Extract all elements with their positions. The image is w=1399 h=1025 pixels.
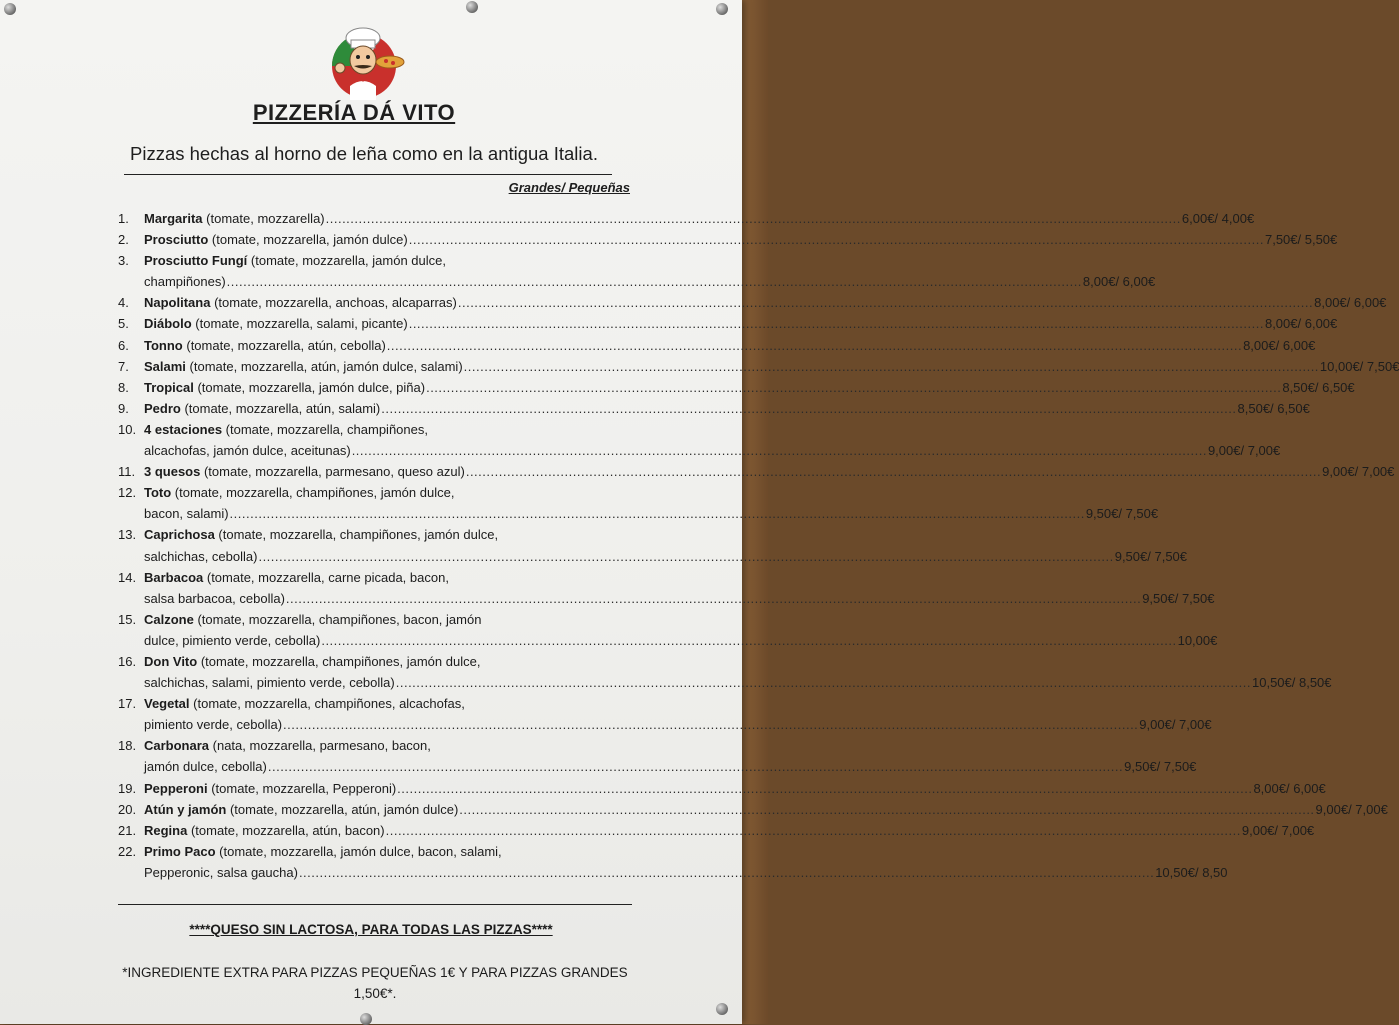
pizza-ingredients: (tomate, mozzarella, atún, salami) [180, 400, 381, 416]
pizza-name: Salami [144, 358, 186, 374]
pizza-ingredients: (tomate, mozzarella, atún, cebolla) [182, 337, 386, 353]
item-number: 11. [118, 464, 136, 480]
pizza-price: 8,00€/ 6,00€ [1264, 316, 1338, 332]
pizza-name: Regina [144, 822, 188, 838]
pizza-ingredients: (tomate, mozzarella, champiñones, [222, 421, 428, 437]
dot-leader [397, 778, 1252, 799]
pizza-ingredients-cont: salchichas, cebolla) [144, 548, 258, 564]
menu-item [118, 482, 1159, 524]
pizza-ingredients: (tomate, mozzarella, jamón dulce, bacon, salami, [215, 843, 502, 859]
dot-leader [283, 714, 1138, 735]
pizza-name: Margarita [144, 211, 203, 226]
dot-leader [409, 229, 1264, 250]
menu-item [118, 356, 1399, 377]
item-number: 6. [118, 337, 129, 353]
pizza-ingredients: (tomate, mozzarella, jamón dulce, [247, 253, 446, 269]
dot-leader [386, 820, 1241, 841]
divider [118, 904, 632, 905]
item-number: 17. [118, 696, 137, 712]
dot-leader [387, 335, 1242, 356]
menu-item [118, 208, 1255, 229]
pizza-price: 8,50€/ 6,50€ [1282, 379, 1355, 395]
pizza-price: 9,00€/ 7,00€ [1241, 822, 1315, 838]
pizza-price: 9,50€/ 7,50€ [1124, 759, 1197, 775]
pizza-ingredients: (tomate, mozzarella, jamón dulce, piña) [193, 379, 426, 395]
pizza-ingredients: (tomate, mozzarella, Pepperoni) [207, 780, 397, 796]
pizza-price: 10,00€/ 7,50€ [1319, 358, 1399, 374]
menu-item [118, 841, 1228, 883]
dot-leader [458, 292, 1313, 313]
pizza-menu-list [118, 208, 1399, 883]
pizza-ingredients: (nata, mozzarella, parmesano, bacon, [209, 738, 431, 754]
pizza-ingredients: (tomate, mozzarella, atún, bacon) [187, 822, 385, 838]
pizza-ingredients-cont: salsa barbacoa, cebolla) [144, 590, 285, 606]
item-number: 22. [118, 843, 137, 859]
pizza-price: 7,50€/ 5,50€ [1264, 232, 1338, 248]
pizza-price: 9,00€/ 7,00€ [1139, 717, 1212, 733]
pizza-name: Toto [144, 485, 172, 501]
item-number: 5. [118, 316, 129, 332]
menu-item [118, 398, 1310, 419]
dot-leader [227, 271, 1082, 292]
item-number: 21. [118, 822, 137, 838]
pizza-name: 3 quesos [144, 464, 201, 480]
pizza-price: 6,00€/ 4,00€ [1181, 211, 1255, 226]
pizza-price: 9,00€/ 7,00€ [1207, 443, 1281, 459]
pizza-ingredients-cont: alcachofas, jamón dulce, aceitunas) [144, 443, 351, 459]
pizza-ingredients-cont: dulce, pimiento verde, cebolla) [144, 632, 321, 648]
pizza-name: Vegetal [144, 696, 190, 712]
pizza-ingredients: (tomate, mozzarella, carne picada, bacon, [203, 569, 449, 585]
dot-leader [466, 461, 1321, 482]
pizza-price: 10,00€ [1177, 632, 1218, 648]
pizza-ingredients: (tomate, mozzarella, champiñones, jamón dulce, [197, 653, 481, 669]
pizza-name: Pepperoni [144, 780, 208, 796]
menu-item [118, 820, 1315, 841]
pizza-name: Caprichosa [144, 527, 215, 543]
pizza-name: Barbacoa [144, 569, 204, 585]
pizza-name: Prosciutto [144, 232, 209, 248]
menu-item [118, 461, 1395, 482]
thumbtack-icon [4, 3, 16, 15]
item-number: 13. [118, 527, 137, 543]
pizza-name: Don Vito [144, 653, 198, 669]
item-number: 19. [118, 780, 137, 796]
item-number: 15. [118, 611, 137, 627]
pizza-ingredients-cont: jamón dulce, cebolla) [144, 759, 267, 775]
item-number: 10. [118, 421, 137, 437]
pizza-ingredients: (tomate, mozzarella, salami, picante) [191, 316, 408, 332]
pizza-price: 9,50€/ 7,50€ [1142, 590, 1215, 606]
item-number: 2. [118, 232, 129, 248]
pizza-price: 9,50€/ 7,50€ [1085, 506, 1159, 522]
menu-item [118, 335, 1316, 356]
pizza-name: Calzone [144, 611, 194, 627]
pizza-name: Carbonara [144, 738, 210, 754]
pizza-ingredients: (tomate, mozzarella, parmesano, queso azul) [200, 464, 465, 480]
pizza-name: Pedro [144, 400, 181, 416]
dot-leader [321, 630, 1176, 651]
extra-ingredient-note: *INGREDIENTE EXTRA PARA PIZZAS PEQUEÑAS 1€ Y PARA PIZZAS GRANDES 1,50€*. [122, 965, 628, 1001]
pizza-ingredients: (tomate, mozzarella, jamón dulce) [208, 232, 408, 248]
item-number: 14. [118, 569, 137, 585]
item-number: 20. [118, 801, 137, 817]
item-number: 1. [118, 211, 129, 226]
menu-item [118, 693, 1212, 735]
dot-leader [426, 377, 1281, 398]
menu-item [118, 799, 1388, 820]
menu-item [118, 524, 1188, 566]
pizza-name: Atún y jamón [144, 801, 227, 817]
pizza-ingredients-cont: salchichas, salami, pimiento verde, cebolla) [144, 675, 395, 691]
pizza-name: Tonno [144, 337, 183, 353]
pizza-ingredients-cont: bacon, salami) [144, 506, 229, 522]
pizza-name: Diábolo [144, 316, 192, 332]
item-number: 8. [118, 379, 129, 395]
item-number: 16. [118, 653, 137, 669]
item-number: 18. [118, 738, 137, 754]
menu-item [118, 735, 1197, 777]
menu-item [118, 778, 1326, 799]
menu-item [118, 313, 1338, 334]
page-subtitle: Pizzas hechas al horno de leña como en la antigua Italia. [130, 143, 598, 164]
item-number: 12. [118, 485, 137, 501]
size-column-header: Grandes/ Pequeñas [508, 180, 630, 195]
dot-leader [352, 440, 1207, 461]
menu-item [118, 567, 1215, 609]
pizza-price: 8,00€/ 6,00€ [1314, 295, 1387, 311]
pizza-ingredients-cont: champiñones) [144, 274, 226, 290]
thumbtack-icon [466, 1, 478, 13]
pizza-price: 8,50€/ 6,50€ [1237, 400, 1310, 416]
pizza-ingredients-cont: Pepperonic, salsa gaucha) [144, 864, 298, 880]
dot-leader [299, 862, 1154, 883]
pizza-price: 9,00€/ 7,00€ [1315, 801, 1388, 817]
item-number: 9. [118, 400, 129, 416]
pizza-price: 10,50€/ 8,50€ [1252, 675, 1332, 691]
pizza-ingredients-cont: pimiento verde, cebolla) [144, 717, 283, 733]
pizza-price: 10,50€/ 8,50 [1155, 864, 1228, 880]
menu-item [118, 609, 1218, 651]
dot-leader [381, 398, 1236, 419]
pizza-name: Primo Paco [144, 843, 216, 859]
pizza-ingredients: (tomate, mozzarella, champiñones, bacon, jamón [193, 611, 482, 627]
pizza-name: Tropical [144, 379, 194, 395]
pizza-price: 8,00€/ 6,00€ [1253, 780, 1326, 796]
dot-leader [409, 313, 1264, 334]
menu-item [118, 651, 1332, 693]
dot-leader [258, 546, 1113, 567]
pizza-name: Napolitana [144, 295, 211, 311]
menu-item [118, 292, 1387, 313]
thumbtack-icon [716, 3, 728, 15]
dot-leader [459, 799, 1314, 820]
pizza-price: 9,00€/ 7,00€ [1322, 464, 1395, 480]
menu-item [118, 419, 1281, 461]
thumbtack-icon [716, 1003, 728, 1015]
dot-leader [326, 208, 1181, 229]
pizza-ingredients: (tomate, mozzarella) [202, 211, 325, 226]
pizza-ingredients: (tomate, mozzarella, atún, jamón dulce, salami) [185, 358, 463, 374]
pizza-price: 9,50€/ 7,50€ [1114, 548, 1188, 564]
item-number: 3. [118, 253, 129, 269]
dot-leader [464, 356, 1319, 377]
dot-leader [268, 756, 1123, 777]
thumbtack-icon [360, 1013, 372, 1025]
item-number: 4. [118, 295, 129, 311]
page-title: PIZZERÍA DÁ VITO [252, 100, 456, 125]
menu-item [118, 229, 1338, 250]
menu-item [118, 377, 1355, 398]
lactose-free-note: ****QUESO SIN LACTOSA, PARA TODAS LAS PIZZAS**** [189, 922, 553, 937]
pizza-ingredients: (tomate, mozzarella, champiñones, jamón dulce, [171, 485, 455, 501]
pizza-price: 8,00€/ 6,00€ [1243, 337, 1316, 353]
item-number: 7. [118, 358, 129, 374]
chef-logo-icon [324, 24, 408, 100]
pizza-name: 4 estaciones [144, 421, 223, 437]
dot-leader [286, 588, 1141, 609]
dot-leader [230, 503, 1085, 524]
pizza-ingredients: (tomate, mozzarella, anchoas, alcaparras) [210, 295, 457, 311]
menu-item [118, 250, 1156, 292]
pizza-ingredients: (tomate, mozzarella, champiñones, jamón dulce, [214, 527, 499, 543]
pizza-name: Prosciutto Fungí [144, 253, 248, 269]
dot-leader [396, 672, 1251, 693]
pizza-ingredients: (tomate, mozzarella, atún, jamón dulce) [226, 801, 459, 817]
pizza-ingredients: (tomate, mozzarella, champiñones, alcachofas, [189, 696, 465, 712]
divider [124, 174, 612, 175]
pizza-price: 8,00€/ 6,00€ [1082, 274, 1156, 290]
